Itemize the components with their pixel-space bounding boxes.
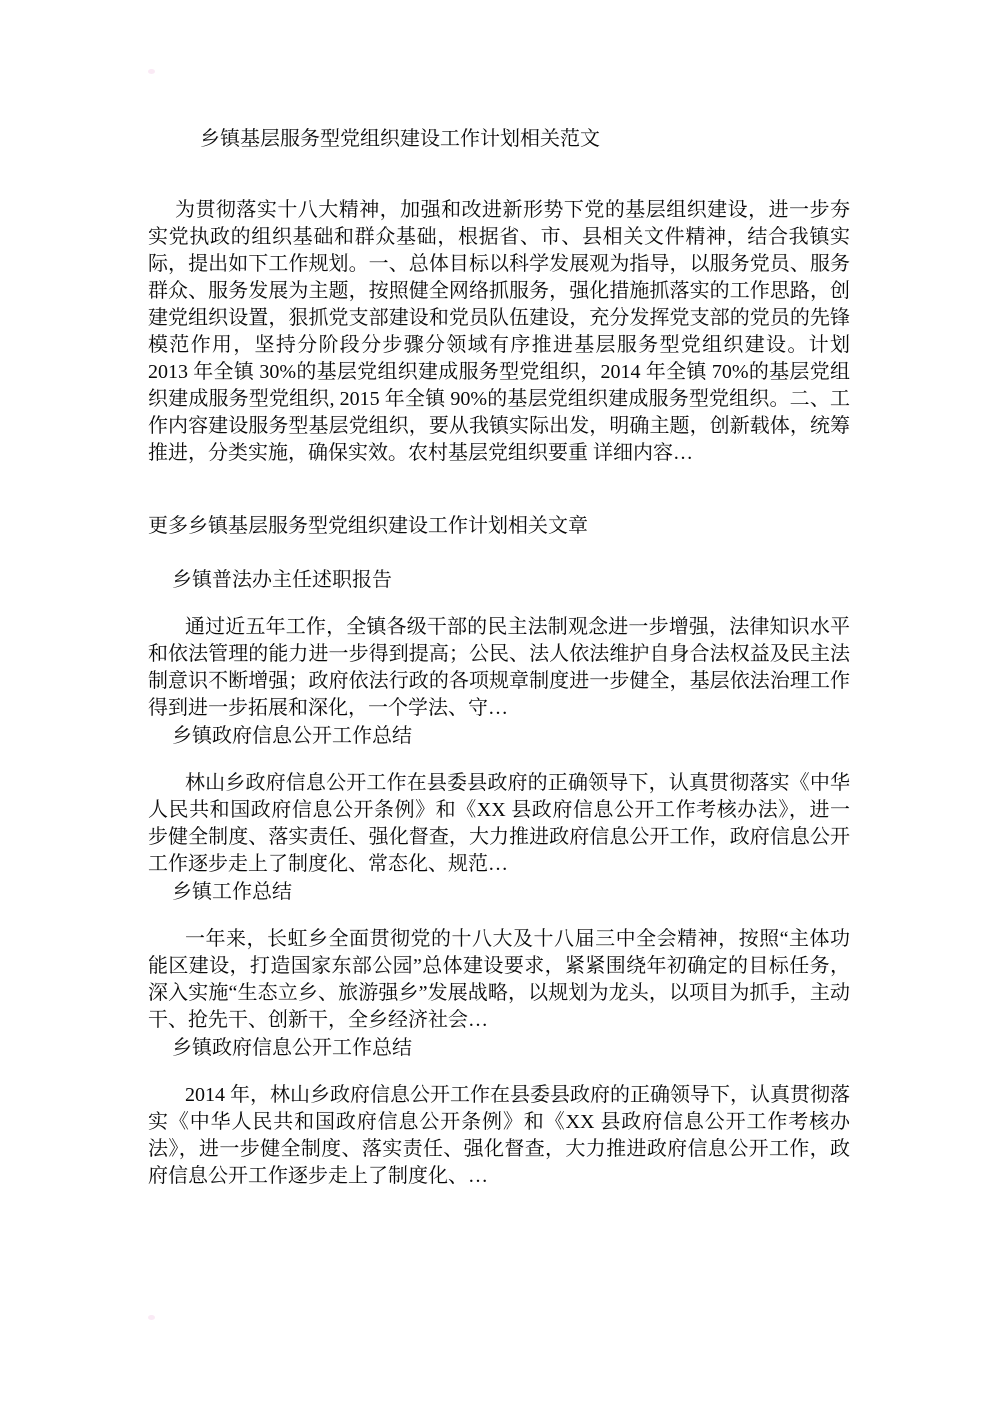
page-title: 乡镇基层服务型党组织建设工作计划相关范文 (200, 128, 600, 150)
related-article-item (148, 1034, 850, 1190)
article-preview: 林山乡政府信息公开工作在县委县政府的正确领导下，认真贯彻落实《中华人民共和国政府信息公开条例》和《XX 县政府信息公开工作考核办法》，进一步健全制度、落实责任、强化督查，大力推进政府信息公开工作，政府信息公开工作逐步走上了制度化、常态化、规范… (148, 772, 850, 875)
article-preview: 一年来，长虹乡全面贯彻党的十八大及十八届三中全会精神，按照“主体功能区建设，打造国家东部公园”总体建设要求，紧紧围绕年初确定的目标任务，深入实施“生态立乡、旅游强乡”发展战略，以规划为龙头，以项目为抓手，主动干、抢先干、创新干，全乡经济社会… (148, 928, 850, 1031)
scan-artifact-dot (148, 1315, 155, 1320)
related-article-item (148, 878, 850, 1034)
article-preview: 2014 年，林山乡政府信息公开工作在县委县政府的正确领导下，认真贯彻落实《中华人民共和国政府信息公开条例》和《XX 县政府信息公开工作考核办法》，进一步健全制度、落实责任、强化督查，大力推进政府信息公开工作，政府信息公开工作逐步走上了制度化、… (148, 1084, 850, 1187)
intro-paragraph: 为贯彻落实十八大精神，加强和改进新形势下党的基层组织建设，进一步夯实党执政的组织基础和群众基础，根据省、市、县相关文件精神，结合我镇实际，提出如下工作规划。一、总体目标以科学发展观为指导，以服务党员、服务群众、服务发展为主题，按照健全网络抓服务，强化措施抓落实的工作思路，创建党组织设置，狠抓党支部建设和党员队伍建设，充分发挥党支部的党员的先锋模范作用，坚持分阶段分步骤分领域有序推进基层服务型党组织建设。计划 2013 年全镇 30%的基层党组织建成服务型党组织，2014 年全镇 70%的基层党组织建成服务型党组织, 2015 年全镇 90%的基层党组织建成服务型党组织。二、工作内容建设服务型基层党组织，要从我镇实际出发，明确主题，创新载体，统筹推进，分类实施，确保实效。农村基层党组织要重 详细内容… (148, 199, 850, 464)
related-articles-heading: 更多乡镇基层服务型党组织建设工作计划相关文章 (148, 515, 588, 537)
related-article-item (148, 722, 850, 878)
related-article-item (148, 566, 850, 722)
article-title: 乡镇普法办主任述职报告 (172, 569, 392, 591)
article-title: 乡镇政府信息公开工作总结 (172, 1037, 412, 1059)
document-content (148, 0, 850, 1190)
article-title: 乡镇政府信息公开工作总结 (172, 725, 412, 747)
article-preview: 通过近五年工作，全镇各级干部的民主法制观念进一步增强，法律知识水平和依法管理的能力进一步得到提高；公民、法人依法维护自身合法权益及民主法制意识不断增强；政府依法行政的各项规章制度进一步健全，基层依法治理工作得到进一步拓展和深化，一个学法、守… (148, 616, 850, 719)
article-title: 乡镇工作总结 (172, 881, 292, 903)
